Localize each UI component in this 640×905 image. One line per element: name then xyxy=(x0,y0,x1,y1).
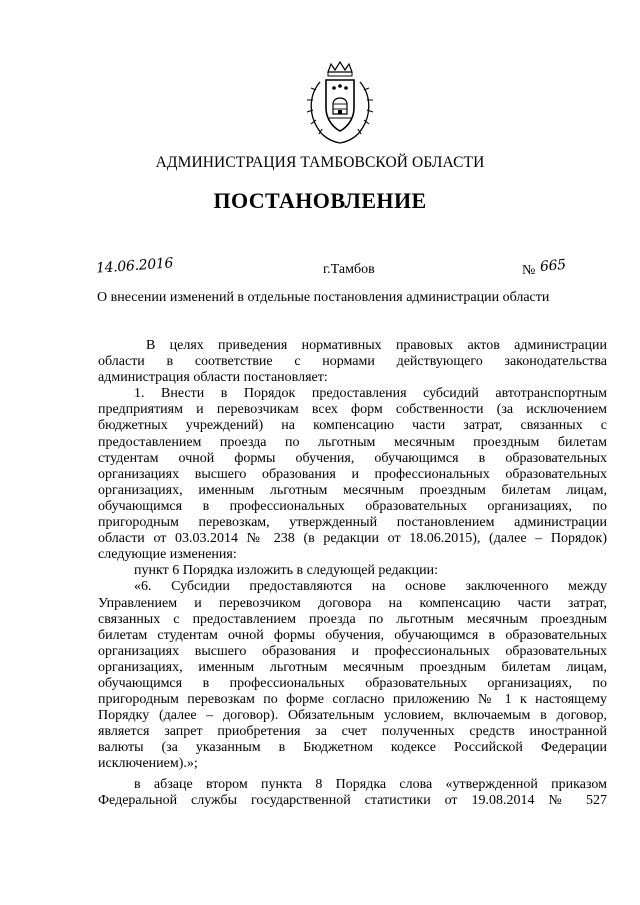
body-line: предоставлением проезда по льготным месячным проездным билетам xyxy=(98,434,607,450)
body-line: пригородным перевозкам, утвержденный постановлением администрации xyxy=(98,515,607,531)
body-line: администрация области постановляет: xyxy=(98,370,328,386)
body-line: обучающимся в профессиональных образовательных организациях, по xyxy=(98,498,607,514)
body-line: организациях, именным льготным месячным проездным билетам лицам, xyxy=(98,659,607,675)
body-line: пункт 6 Порядка изложить в следующей редакции: xyxy=(134,563,438,579)
body-line: предприятиям и перевозчикам всех форм собственности (за исключением xyxy=(98,402,607,418)
organization-name: АДМИНИСТРАЦИЯ ТАМБОВСКОЙ ОБЛАСТИ xyxy=(155,154,485,171)
body-line: билетам студентам очной формы обучения, обучающимся в образовательных xyxy=(98,627,607,643)
body-line: организациях высшего образования и профессиональных образовательных xyxy=(98,643,607,659)
number-sign: № xyxy=(522,263,536,278)
body-line: исключением).»; xyxy=(98,756,198,772)
body-line: Порядку (далее – договор). Обязательным условием, включаемым в договор, xyxy=(98,708,607,724)
body-line: связанных с предоставлением проезда по льготным месячным проездным xyxy=(98,611,607,627)
document-subject: О внесении изменений в отдельные постановления администрации области xyxy=(97,290,550,305)
body-line: обучающимся в профессиональных образовательных организациях, по xyxy=(98,675,607,691)
handwritten-number: 665 xyxy=(539,256,567,276)
document-type-title: ПОСТАНОВЛЕНИЕ xyxy=(213,188,427,213)
document-body xyxy=(98,338,607,809)
body-line: области в соответствие с нормами действующего законодательства xyxy=(98,354,607,370)
body-line: Управлением и перевозчиком договора на компенсацию части затрат, xyxy=(98,595,607,611)
body-line: В целях приведения нормативных правовых актов администрации xyxy=(146,338,607,353)
body-line: пригородным перевозкам по форме согласно приложению № 1 к настоящему xyxy=(98,692,607,708)
handwritten-date: 14.06.2016 xyxy=(95,255,174,277)
body-line: в абзаце втором пункта 8 Порядка слова «утвержденной приказом xyxy=(134,776,607,792)
body-line: студентам очной формы обучения, обучающимся в образовательных xyxy=(98,450,607,466)
body-line: организациях, именным льготным месячным проездным билетам лицам, xyxy=(98,482,607,498)
city-label: г.Тамбов xyxy=(323,262,375,277)
body-line: валюты (за указанным в Бюджетном кодексе Российской Федерации xyxy=(98,740,607,756)
body-line: является запрет приобретения за счет полученных средств иностранной xyxy=(98,724,607,740)
body-line: следующие изменения: xyxy=(98,547,237,563)
coat-of-arms-icon xyxy=(298,58,382,148)
body-line: Федеральной службы государственной статистики от 19.08.2014 № 527 xyxy=(98,792,607,808)
body-line: области от 03.03.2014 № 238 (в редакции от 18.06.2015), (далее – Порядок) xyxy=(98,531,607,547)
body-line: организациях высшего образования и профессиональных образовательных xyxy=(98,466,607,482)
body-line: бюджетных учреждений) на компенсацию части затрат, связанных с xyxy=(98,418,607,434)
body-line: «6. Субсидии предоставляются на основе заключенного между xyxy=(134,579,607,595)
body-line: 1. Внести в Порядок предоставления субсидий автотранспортным xyxy=(134,386,607,402)
